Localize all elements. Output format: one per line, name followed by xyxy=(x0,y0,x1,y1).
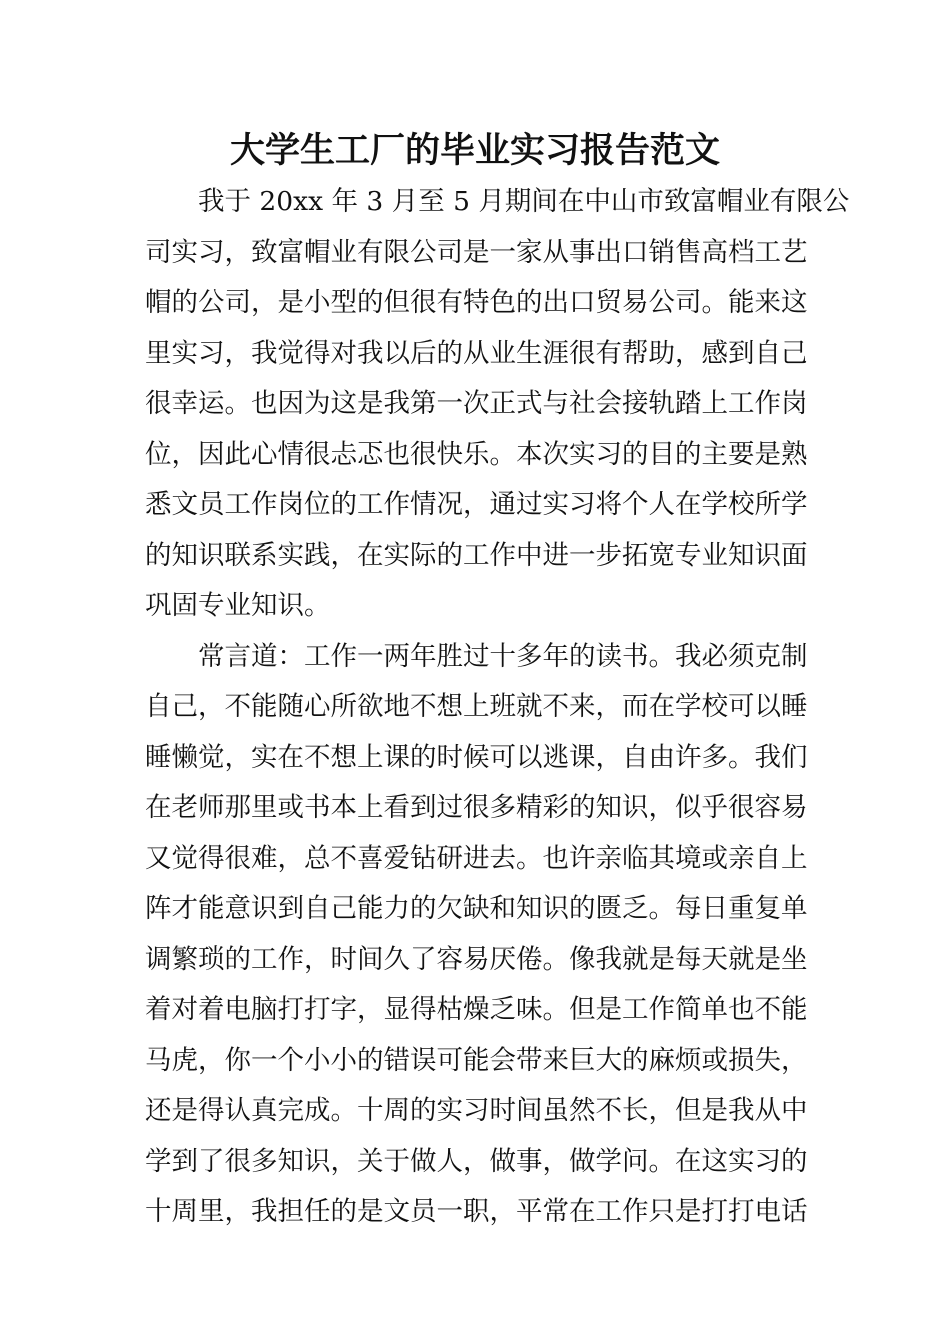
text-line: 里实习，我觉得对我以后的从业生涯很有帮助，感到自己 xyxy=(145,337,808,369)
text-line: 巩固专业知识。 xyxy=(145,590,331,621)
text-line: 调繁琐的工作，时间久了容易厌倦。像我就是每天就是坐 xyxy=(145,943,808,975)
text-line: 马虎，你一个小小的错误可能会带来巨大的麻烦或损失， xyxy=(145,1044,808,1076)
text-line: 着对着电脑打打字，显得枯燥乏味。但是工作简单也不能 xyxy=(145,994,808,1025)
text-line: 位，因此心情很忐忑也很快乐。本次实习的目的主要是熟 xyxy=(145,438,808,470)
text-line: 的知识联系实践，在实际的工作中进一步拓宽专业知识面 xyxy=(145,539,808,571)
text-line: 在老师那里或书本上看到过很多精彩的知识，似乎很容易 xyxy=(145,792,808,823)
text-line: 很幸运。也因为这是我第一次正式与社会接轨踏上工作岗 xyxy=(145,388,808,419)
text-line: 我于 20xx 年 3 月至 5 月期间在中山市致富帽业有限公 xyxy=(198,186,850,217)
text-line: 学到了很多知识，关于做人，做事，做学问。在这实习的 xyxy=(145,1145,808,1177)
text-line: 常言道：工作一两年胜过十多年的读书。我必须克制 xyxy=(198,640,808,672)
document-body xyxy=(145,177,850,1238)
text-line: 悉文员工作岗位的工作情况，通过实习将个人在学校所学 xyxy=(145,489,808,520)
text-line: 司实习，致富帽业有限公司是一家从事出口销售高档工艺 xyxy=(145,236,808,268)
text-line: 自己，不能随心所欲地不想上班就不来，而在学校可以睡 xyxy=(145,691,808,722)
text-line: 还是得认真完成。十周的实习时间虽然不长，但是我从中 xyxy=(145,1095,808,1126)
text-line: 睡懒觉，实在不想上课的时候可以逃课，自由许多。我们 xyxy=(145,741,808,773)
text-line: 帽的公司，是小型的但很有特色的出口贸易公司。能来这 xyxy=(145,287,808,318)
text-line: 阵才能意识到自己能力的欠缺和知识的匮乏。每日重复单 xyxy=(145,893,808,924)
text-line: 十周里，我担任的是文员一职，平常在工作只是打打电话 xyxy=(145,1196,808,1227)
text-line: 又觉得很难，总不喜爱钻研进去。也许亲临其境或亲自上 xyxy=(145,842,808,874)
document-title: 大学生工厂的毕业实习报告范文 xyxy=(229,131,720,171)
